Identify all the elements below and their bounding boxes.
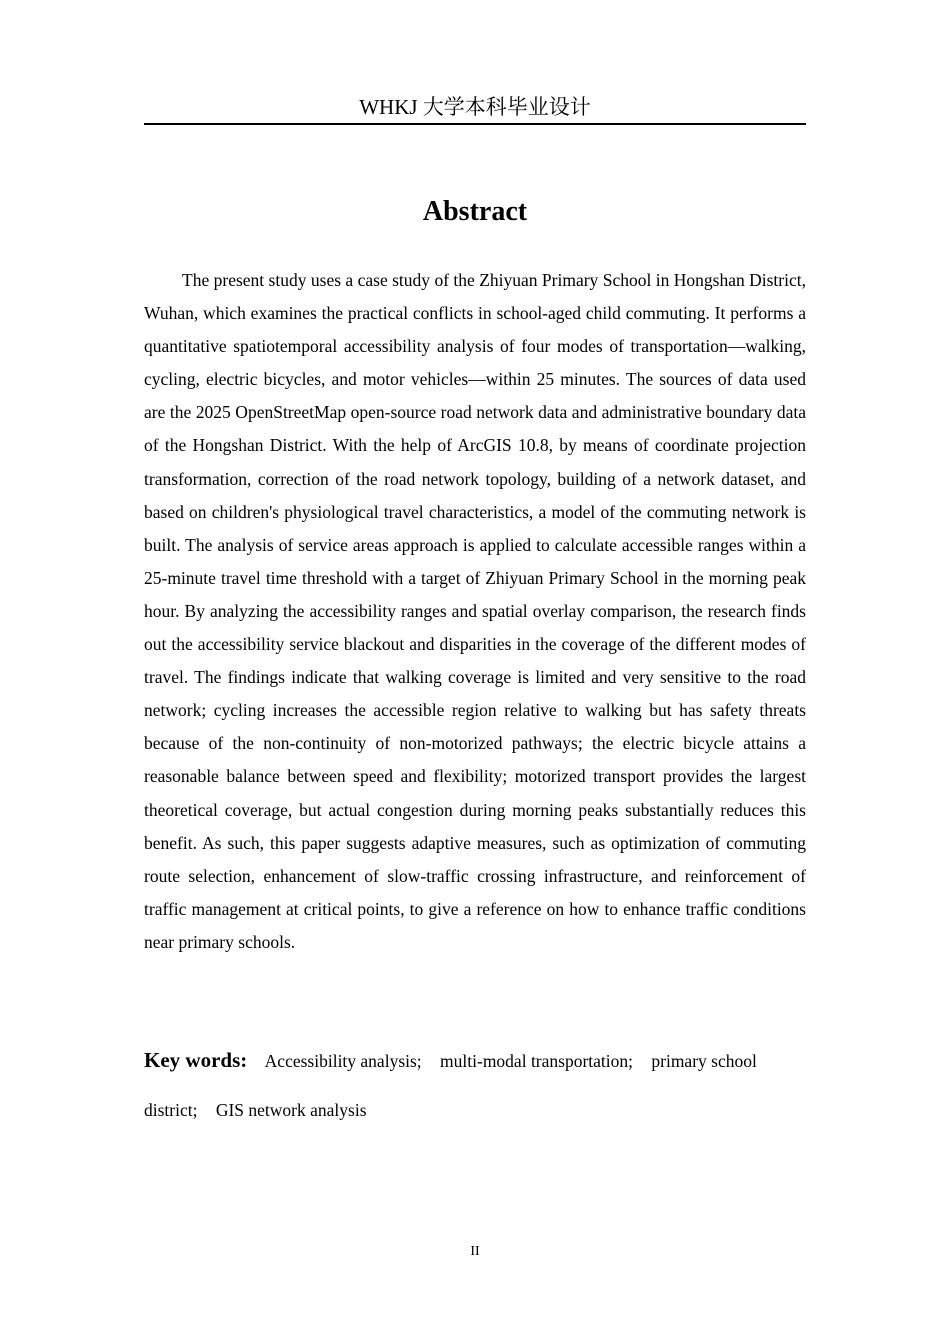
header-rule — [144, 123, 806, 125]
keywords-section — [144, 1036, 806, 1135]
keyword-item: Accessibility analysis; — [264, 1051, 422, 1071]
keyword-item: GIS network analysis — [215, 1100, 367, 1120]
running-header: WHKJ 大学本科毕业设计 — [359, 95, 591, 119]
page-number: II — [470, 1244, 480, 1259]
abstract-body: The present study uses a case study of the Zhiyuan Primary School in Hongshan District, Wuhan, which examines the practical conflicts in school-aged child commuting. It performs a quantitative spatiotemporal accessibility analysis of four modes of transportation—walking, cycling, electric bicycles, and motor vehicles—within 25 minutes. The sources of data used are the 2025 OpenStreetMap open-source road network data and administrative boundary data of the Hongshan District. With the help of ArcGIS 10.8, by means of coordinate projection transformation, correction of the road network topology, building of a network dataset, and based on children's physiological travel characteristics, a model of the commuting network is built. The analysis of service areas approach is applied to calculate accessible ranges within a 25-minute travel time threshold with a target of Zhiyuan Primary School in the morning peak hour. By analyzing the accessibility ranges and spatial overlay comparison, the research finds out the accessibility service blackout and disparities in the coverage of the different modes of travel. The findings indicate that walking coverage is limited and very sensitive to the road network; cycling increases the accessible region relative to walking but has safety threats because of the non-continuity of non-motorized pathways; the electric bicycle attains a reasonable balance between speed and flexibility; motorized transport provides the largest theoretical coverage, but actual congestion during morning peaks substantially reduces this benefit. As such, this paper suggests adaptive measures, such as optimization of commuting route selection, enhancement of slow-traffic crossing infrastructure, and reinforcement of traffic management at critical points, to give a reference on how to enhance traffic conditions near primary schools. — [144, 270, 806, 952]
keywords-label: Key words: — [144, 1048, 248, 1072]
abstract-title: Abstract — [422, 196, 528, 227]
keyword-item: primary school district; — [144, 1051, 757, 1120]
keyword-item: multi-modal transportation; — [440, 1051, 633, 1071]
